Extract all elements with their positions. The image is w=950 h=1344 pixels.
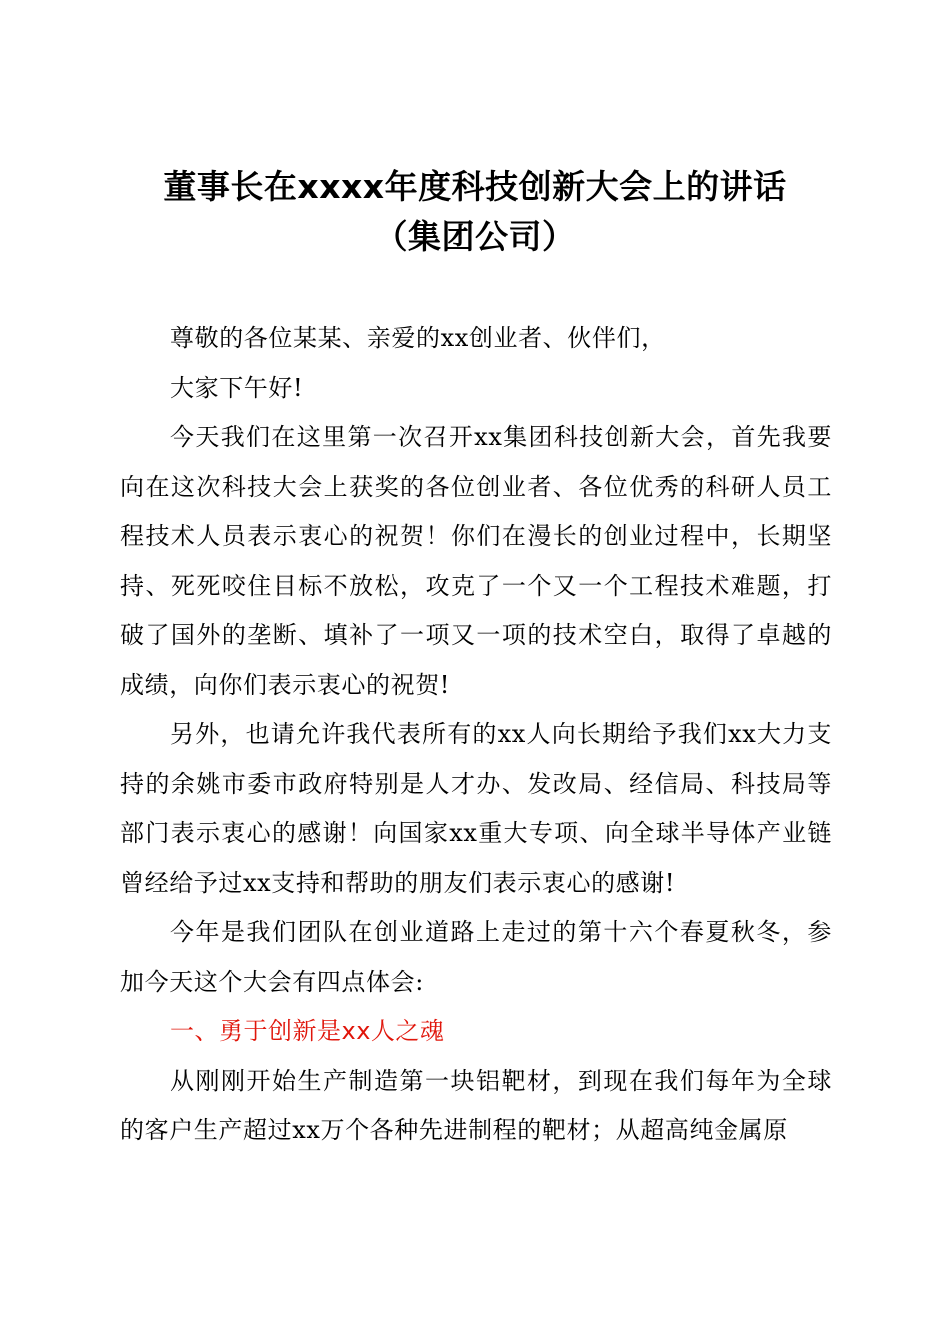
congratulation-paragraph: 今天我们在这里第一次召开xx集团科技创新大会，首先我要向在这次科技大会上获奖的各位创业者、各位优秀的科研人员工程技术人员表示衷心的祝贺！你们在漫长的创业过程中，长期坚持、死死咬住目标不放松，攻克了一个又一个工程技术难题，打破了国外的垄断、填补了一项又一项的技术空白，取得了卓越的成绩，向你们表示衷心的祝贺!: [120, 423, 832, 699]
section-heading: 一、勇于创新是xx人之魂: [170, 1017, 445, 1045]
title-line-1: 董事长在xxxx年度科技创新大会上的讲话: [163, 167, 787, 206]
intro-paragraph: 今年是我们团队在创业道路上走过的第十六个春夏秋冬，参加今天这个大会有四点体会:: [120, 918, 832, 996]
thanks-paragraph: 另外，也请允许我代表所有的xx人向长期给予我们xx大力支持的余姚市委市政府特别是人才办、发改局、经信局、科技局等部门表示衷心的感谢！向国家xx重大专项、向全球半导体产业链曾经给予过xx支持和帮助的朋友们表示衷心的感谢!: [120, 720, 832, 897]
greeting-paragraph: 大家下午好!: [170, 373, 304, 402]
document-body: [120, 314, 832, 1156]
document-title: [120, 162, 830, 262]
salutation-paragraph: 尊敬的各位某某、亲爱的xx创业者、伙伴们，: [170, 324, 666, 352]
section-paragraph: 从刚刚开始生产制造第一块铝靶材，到现在我们每年为全球的客户生产超过xx万个各种先进制程的靶材；从超高纯金属原: [120, 1066, 832, 1144]
title-line-2: （集团公司）: [374, 217, 576, 256]
